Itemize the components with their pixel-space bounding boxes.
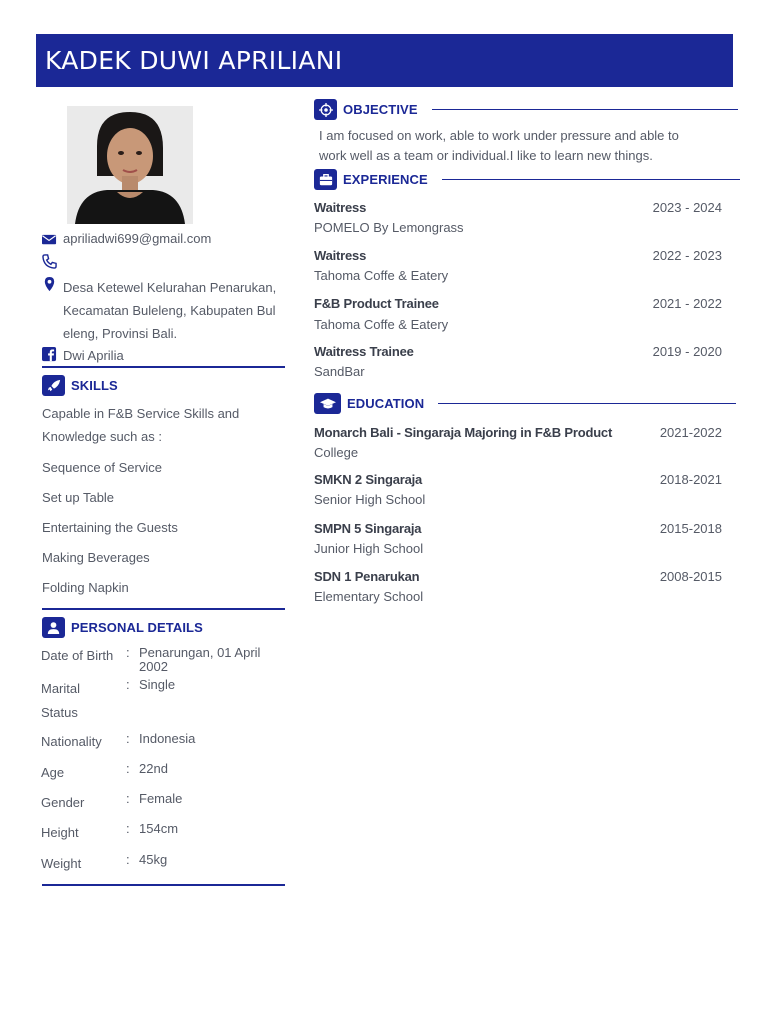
job-role: Waitress	[314, 200, 367, 215]
job-role: Waitress	[314, 248, 367, 263]
rocket-icon	[42, 375, 65, 396]
job-place: Tahoma Coffe & Eatery	[314, 268, 449, 283]
school-level: College	[314, 445, 359, 460]
detail-separator: :	[126, 731, 130, 746]
location-pin-icon	[42, 277, 57, 292]
school-name: SMPN 5 Singaraja	[314, 521, 422, 536]
objective-line-1: I am focused on work, able to work under pressure and able to	[319, 128, 679, 143]
detail-value: Female	[139, 791, 183, 806]
skill-item: Entertaining the Guests	[42, 520, 178, 535]
skill-item: Folding Napkin	[42, 580, 129, 595]
school-period: 2015-2018	[659, 521, 722, 536]
candidate-name: KADEK DUWI APRILIANI	[45, 46, 343, 75]
phone-icon	[42, 254, 57, 269]
divider	[42, 884, 285, 886]
personal-details-header	[42, 617, 203, 638]
detail-label: Marital	[41, 681, 81, 696]
facebook-text: Dwi Aprilia	[63, 348, 124, 363]
job-role: Waitress Trainee	[314, 344, 414, 359]
detail-label: Status	[41, 705, 78, 720]
school-level: Junior High School	[314, 541, 424, 556]
detail-value: Single	[139, 677, 176, 692]
detail-label: Date of Birth	[41, 648, 114, 663]
profile-photo	[67, 106, 193, 224]
personal-details-title: PERSONAL DETAILS	[71, 620, 203, 635]
skill-item: Making Beverages	[42, 550, 150, 565]
detail-value: 154cm	[139, 821, 179, 836]
facebook-icon	[42, 347, 57, 362]
detail-separator: :	[126, 791, 130, 806]
school-level: Senior High School	[314, 492, 426, 507]
job-period: 2021 - 2022	[652, 296, 722, 311]
school-period: 2021-2022	[659, 425, 722, 440]
divider	[42, 608, 285, 610]
education-title: EDUCATION	[347, 396, 425, 411]
job-place: SandBar	[314, 364, 365, 379]
school-period: 2018-2021	[659, 472, 722, 487]
detail-value: Indonesia	[139, 731, 196, 746]
job-place: POMELO By Lemongrass	[314, 220, 464, 235]
objective-line-2: work well as a team or individual.I like to learn new things.	[319, 148, 653, 163]
target-icon	[314, 99, 337, 120]
address-line-2: Kecamatan Buleleng, Kabupaten Bul	[63, 303, 276, 318]
detail-label: Nationality	[41, 734, 102, 749]
experience-header	[314, 169, 740, 190]
school-period: 2008-2015	[659, 569, 722, 584]
school-level: Elementary School	[314, 589, 424, 604]
detail-value: 22nd	[139, 761, 168, 776]
detail-separator: :	[126, 761, 130, 776]
job-place: Tahoma Coffe & Eatery	[314, 317, 449, 332]
section-rule	[438, 403, 736, 405]
section-rule	[442, 179, 740, 181]
skills-intro-line-2: Knowledge such as :	[42, 429, 162, 444]
education-header	[314, 393, 736, 414]
objective-header	[314, 99, 738, 120]
skill-item: Set up Table	[42, 490, 115, 505]
school-name: SDN 1 Penarukan	[314, 569, 420, 584]
email-text: apriliadwi699@gmail.com	[63, 231, 212, 246]
objective-title: OBJECTIVE	[343, 102, 418, 117]
experience-title: EXPERIENCE	[343, 172, 428, 187]
skills-header	[42, 375, 118, 396]
school-name: Monarch Bali - Singaraja Majoring in F&B Product	[314, 425, 613, 440]
detail-separator: :	[126, 821, 130, 836]
detail-separator: :	[126, 677, 130, 692]
briefcase-icon	[314, 169, 337, 190]
job-period: 2019 - 2020	[652, 344, 722, 359]
address-line-1: Desa Ketewel Kelurahan Penarukan,	[63, 280, 277, 295]
detail-value: 2002	[139, 659, 168, 674]
job-period: 2022 - 2023	[652, 248, 722, 263]
divider	[42, 366, 285, 368]
job-period: 2023 - 2024	[652, 200, 722, 215]
address-line-3: eleng, Provinsi Bali.	[63, 326, 178, 341]
graduation-cap-icon	[314, 393, 341, 414]
job-role: F&B Product Trainee	[314, 296, 439, 311]
name-banner	[36, 34, 733, 87]
detail-label: Gender	[41, 795, 85, 810]
detail-label: Weight	[41, 856, 82, 871]
skill-item: Sequence of Service	[42, 460, 162, 475]
section-rule	[432, 109, 738, 111]
detail-separator: :	[126, 645, 130, 660]
detail-value: Penarungan, 01 April	[139, 645, 261, 660]
detail-label: Height	[41, 825, 79, 840]
detail-separator: :	[126, 852, 130, 867]
school-name: SMKN 2 Singaraja	[314, 472, 423, 487]
envelope-icon	[42, 232, 57, 247]
user-icon	[42, 617, 65, 638]
skills-intro-line-1: Capable in F&B Service Skills and	[42, 406, 240, 421]
detail-value: 45kg	[139, 852, 168, 867]
detail-label: Age	[41, 765, 65, 780]
skills-title: SKILLS	[71, 378, 118, 393]
